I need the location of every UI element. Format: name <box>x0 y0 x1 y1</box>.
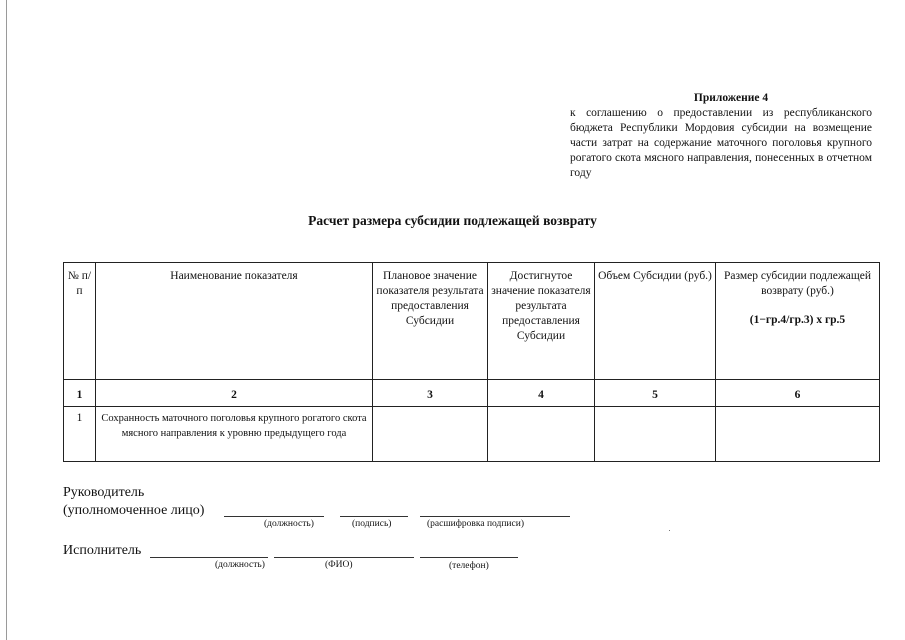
row-planned-cell[interactable] <box>373 407 488 462</box>
scan-speck <box>669 530 670 531</box>
column-number: 4 <box>488 380 595 407</box>
header-refund-cell <box>716 263 880 380</box>
page-edge-line <box>6 0 7 640</box>
table-header-row <box>64 263 880 380</box>
executor-caption-phone: (телефон) <box>449 561 489 571</box>
column-number: 6 <box>716 380 880 407</box>
row-num: 1 <box>64 407 96 462</box>
column-number-row <box>64 380 880 407</box>
executor-phone-line[interactable] <box>420 557 518 558</box>
table-row <box>64 407 880 462</box>
column-number: 1 <box>64 380 96 407</box>
column-number: 5 <box>595 380 716 407</box>
row-achieved-cell[interactable] <box>488 407 595 462</box>
appendix-title: Приложение 4 <box>693 92 769 104</box>
subsidy-table <box>63 262 880 462</box>
head-caption-position: (должность) <box>264 519 314 529</box>
head-label: Руководитель <box>63 485 145 500</box>
executor-caption-name: (ФИО) <box>325 560 353 570</box>
header-refund: Размер субсидии подлежащей возврату (руб.) <box>723 270 871 297</box>
appendix-block <box>570 91 872 181</box>
head-label-role: (уполномоченное лицо) <box>63 503 205 518</box>
header-planned: Плановое значение показателя результата предоставления Субсидии <box>373 263 488 380</box>
row-volume-cell[interactable] <box>595 407 716 462</box>
header-volume: Объем Субсидии (руб.) <box>595 263 716 380</box>
executor-name-line[interactable] <box>274 557 414 558</box>
executor-label: Исполнитель <box>63 543 142 558</box>
header-name: Наименование показателя <box>96 263 373 380</box>
header-num: № п/п <box>64 263 96 380</box>
executor-position-line[interactable] <box>150 557 268 558</box>
executor-caption-position: (должность) <box>215 560 265 570</box>
row-name: Сохранность маточного поголовья крупного рогатого скота мясного направления к уровню предыдущего года <box>96 407 373 462</box>
column-number: 3 <box>373 380 488 407</box>
column-number: 2 <box>96 380 373 407</box>
head-caption-name: (расшифровка подписи) <box>427 519 524 529</box>
head-signature-line[interactable] <box>340 516 408 517</box>
row-refund-cell[interactable] <box>716 407 880 462</box>
header-formula: (1−гр.4/гр.3) х гр.5 <box>749 314 846 326</box>
head-caption-signature: (подпись) <box>352 519 392 529</box>
document-title: Расчет размера субсидии подлежащей возврату <box>308 213 597 228</box>
appendix-text: к соглашению о предоставлении из республиканского бюджета Республики Мордовия субсидии на возмещение части затрат на содержание маточного поголовья крупного рогатого скота мясного направления, понесенных в отчетном году <box>570 107 872 179</box>
header-achieved: Достигнутое значение показателя результата предоставления Субсидии <box>488 263 595 380</box>
head-name-line[interactable] <box>420 516 570 517</box>
head-position-line[interactable] <box>224 516 324 517</box>
